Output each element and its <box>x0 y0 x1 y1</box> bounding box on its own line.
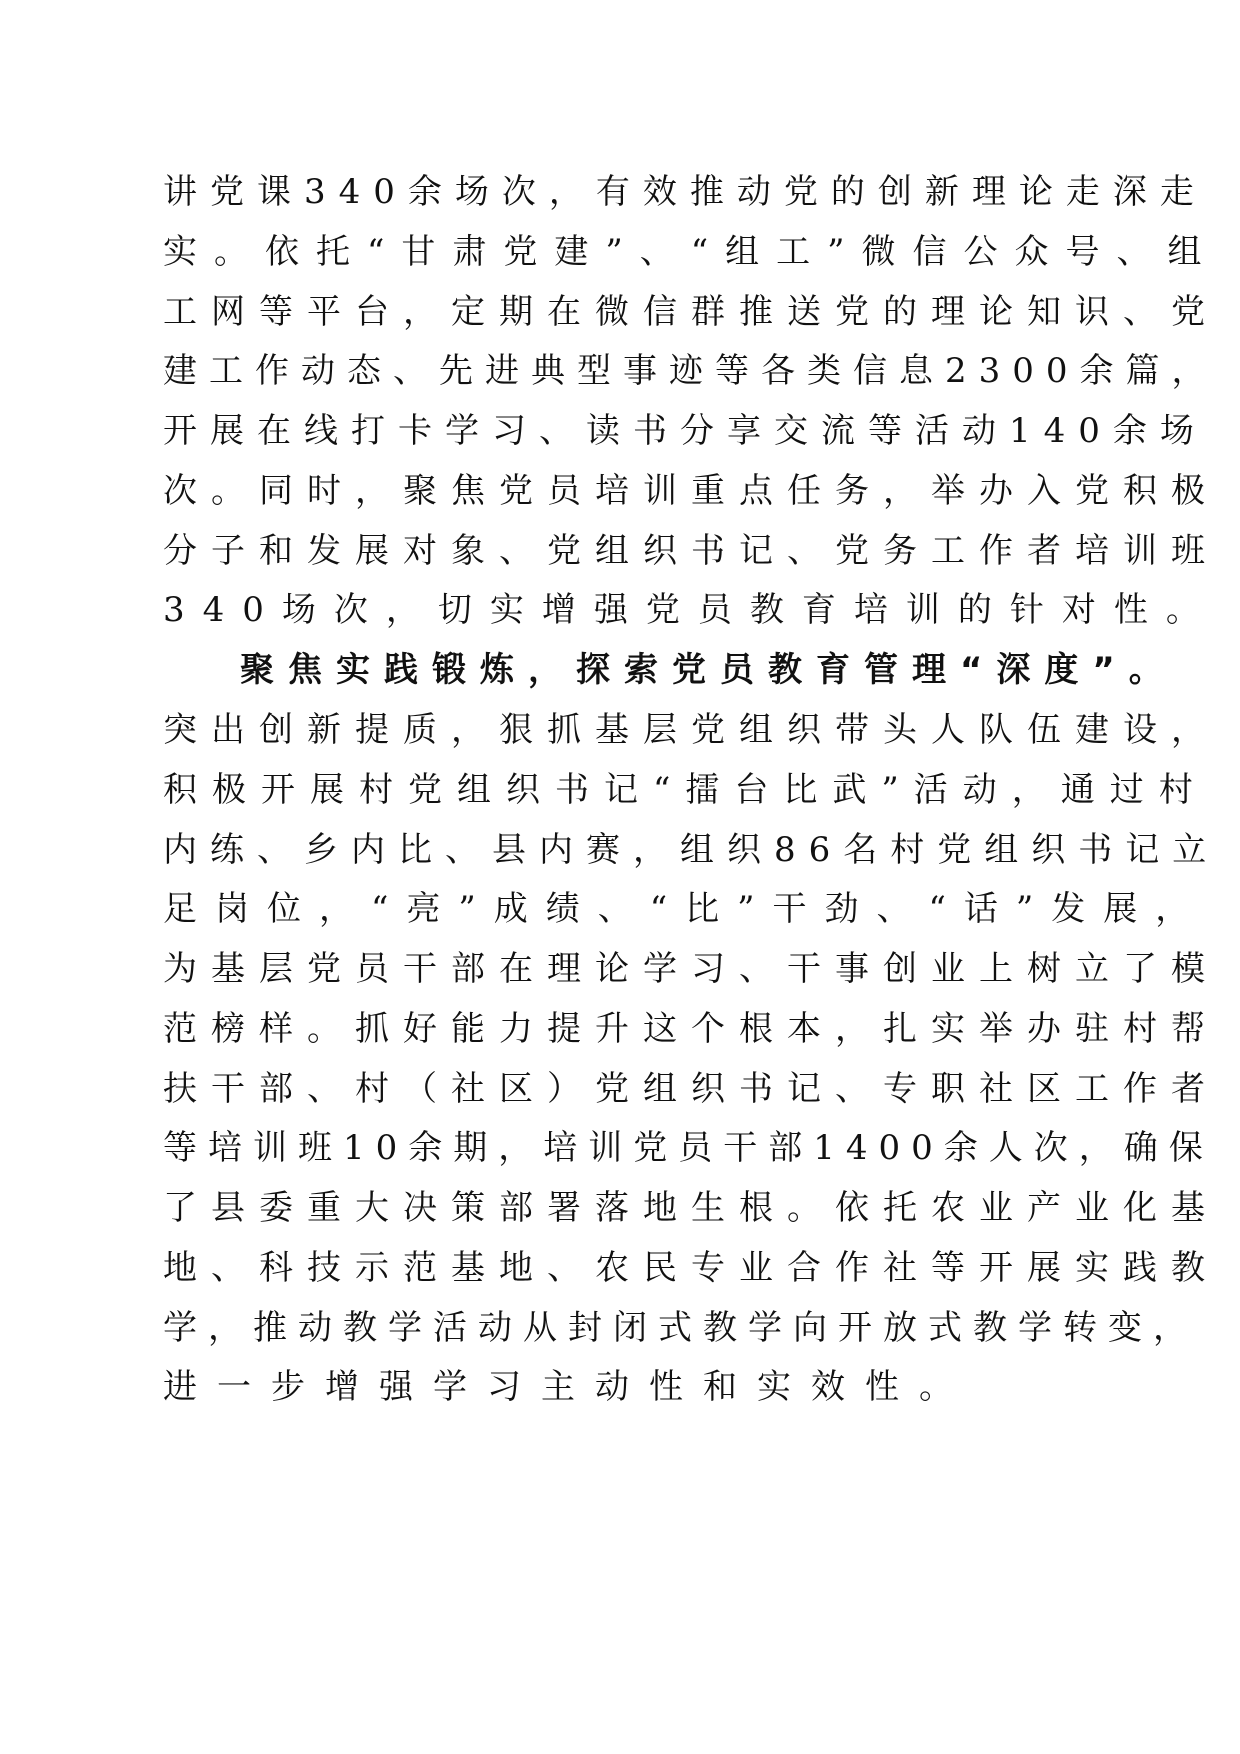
text-line: 积极开展村党组织书记“擂台比武”活动，通过村 <box>163 770 1208 810</box>
text-line: 为基层党员干部在理论学习、干事创业上树立了模 <box>163 949 1219 989</box>
text-line: 扶干部、村（社区）党组织书记、专职社区工作者 <box>163 1069 1219 1109</box>
text-line: 内练、乡内比、县内赛，组织86名村党组织书记立 <box>163 830 1220 870</box>
text-line: 分子和发展对象、党组织书记、党务工作者培训班 <box>163 531 1219 571</box>
text-line: 建工作动态、先进典型事迹等各类信息2300余篇， <box>163 351 1218 391</box>
text-line: 进一步增强学习主动性和实效性。 <box>163 1367 973 1407</box>
text-line: 340场次，切实增强党员教育培训的针对性。 <box>163 590 1218 630</box>
text-line: 实。依托“甘肃党建”、“组工”微信公众号、组 <box>163 232 1219 272</box>
text-line: 工网等平台，定期在微信群推送党的理论知识、党 <box>163 292 1219 332</box>
text-line: 范榜样。抓好能力提升这个根本，扎实举办驻村帮 <box>163 1009 1219 1049</box>
section-heading: 聚焦实践锻炼，探索党员教育管理“深度”。 <box>240 650 1177 690</box>
text-line: 突出创新提质，狠抓基层党组织带头人队伍建设， <box>163 710 1219 750</box>
text-line: 地、科技示范基地、农民专业合作社等开展实践教 <box>163 1248 1219 1288</box>
text-line: 足岗位，“亮”成绩、“比”干劲、“话”发展， <box>163 889 1208 929</box>
text-line: 讲党课340余场次，有效推动党的创新理论走深走 <box>163 172 1207 212</box>
text-line: 开展在线打卡学习、读书分享交流等活动140余场 <box>163 411 1207 451</box>
text-line: 学，推动教学活动从封闭式教学向开放式教学转变， <box>163 1308 1198 1348</box>
text-line: 次。同时，聚焦党员培训重点任务，举办入党积极 <box>163 471 1219 511</box>
text-line: 了县委重大决策部署落地生根。依托农业产业化基 <box>163 1188 1219 1228</box>
text-line: 等培训班10余期，培训党员干部1400余人次，确保 <box>163 1128 1214 1168</box>
